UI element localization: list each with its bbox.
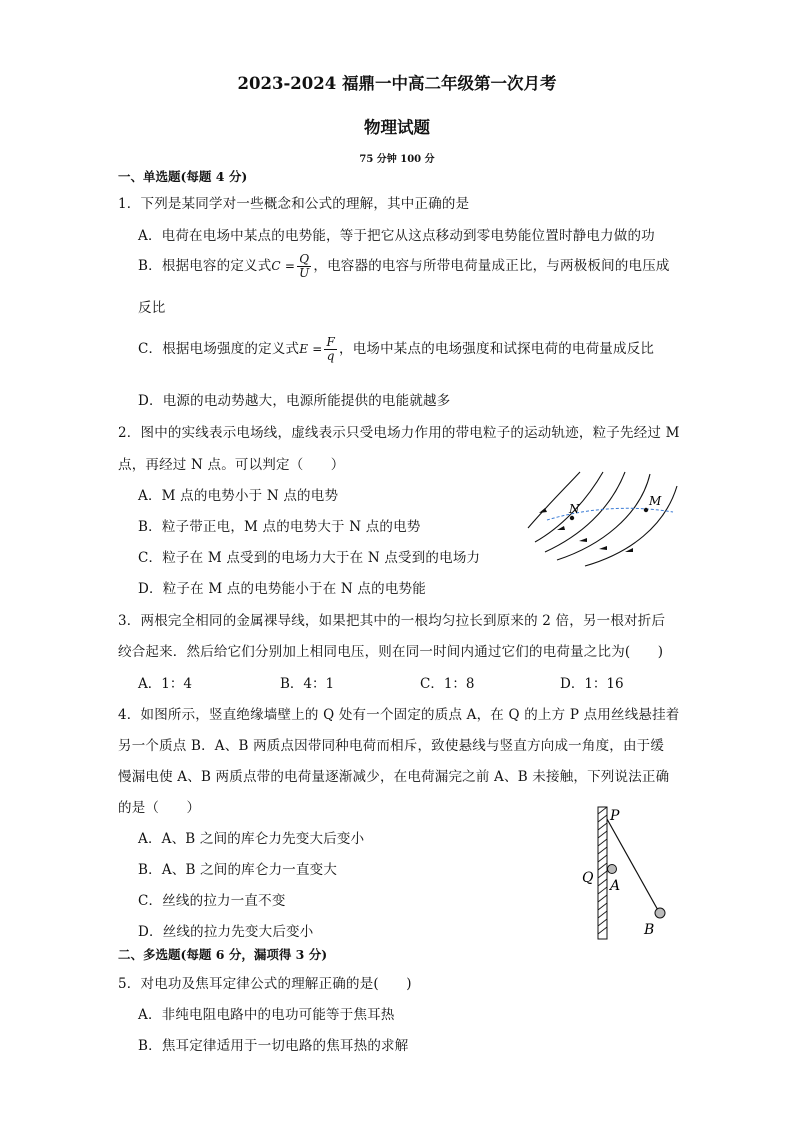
q1-b-numerator: Q	[297, 253, 311, 267]
subject-title: 物理试题	[364, 118, 430, 137]
q3-option-a: A．1：4	[138, 676, 192, 692]
point-m	[644, 508, 648, 512]
q1-c-numerator: F	[326, 335, 335, 349]
exam-meta: 75 分钟 100 分	[359, 154, 435, 165]
q1-b-denominator: U	[299, 266, 310, 280]
q3-stem-line1: 3．两根完全相同的金属裸导线，如果把其中的一根均匀拉长到原来的 2 倍，另一根对折后	[118, 613, 666, 629]
exam-title: 2023-2024 福鼎一中高二年级第一次月考	[237, 74, 557, 93]
q1-c-suffix: ，电场中某点的电场强度和试探电荷的电荷量成反比	[339, 341, 655, 357]
label-b: B	[644, 922, 655, 938]
q5-stem: 5．对电功及焦耳定律公式的理解正确的是( )	[118, 976, 412, 992]
q1-c-fraction	[324, 336, 337, 363]
q1-option-c	[138, 336, 654, 363]
q4-option-b: B．A、B 之间的库仑力一直变大	[138, 862, 338, 878]
q1-b-prefix: B．根据电容的定义式	[138, 258, 272, 274]
q1-c-prefix: C．根据电场强度的定义式	[138, 341, 300, 357]
section-single-choice: 一、单选题(每题 4 分)	[118, 169, 248, 184]
q3-option-b: B．4：1	[280, 676, 335, 692]
label-a: A	[610, 878, 621, 894]
arrow-2	[557, 526, 565, 530]
arrow-3	[579, 538, 587, 542]
label-p: P	[610, 808, 620, 824]
q4-option-c: C．丝线的拉力一直不变	[138, 893, 286, 909]
q1-option-b-continued: 反比	[138, 300, 166, 316]
charge-a	[608, 865, 617, 874]
q3-option-c: C．1：8	[420, 676, 475, 692]
q1-option-a: A．电荷在电场中某点的电势能，等于把它从这点移动到零电势能位置时静电力做的功	[138, 228, 655, 244]
q1-b-suffix: ，电容器的电容与所带电荷量成正比，与两极板间的电压成	[313, 258, 670, 274]
label-n: N	[569, 502, 580, 516]
q2-option-c: C．粒子在 M 点受到的电场力大于在 N 点受到的电场力	[138, 550, 481, 566]
q1-c-denominator: q	[326, 349, 335, 363]
q4-option-a: A．A、B 之间的库仑力先变大后变小	[138, 831, 365, 847]
q2-field-line-figure	[525, 468, 685, 568]
field-line-5	[585, 486, 677, 566]
arrow-4	[599, 546, 607, 550]
q4-stem-line1: 4．如图所示，竖直绝缘墙壁上的 Q 处有一个固定的质点 A，在 Q 的上方 P 点用丝线悬挂着	[118, 707, 680, 723]
q1-stem: 1．下列是某同学对一些概念和公式的理解，其中正确的是	[118, 196, 470, 212]
q3-option-d: D．1：16	[560, 676, 624, 692]
q4-option-d: D．丝线的拉力先变大后变小	[138, 924, 314, 940]
q4-stem-line2: 另一个质点 B．A、B 两质点因带同种电荷而相斥，致使悬线与竖直方向成一角度，由于缓	[118, 738, 665, 754]
q2-stem-line1: 2．图中的实线表示电场线，虚线表示只受电场力作用的带电粒子的运动轨迹，粒子先经过 M	[118, 425, 680, 441]
q2-option-a: A．M 点的电势小于 N 点的电势	[138, 488, 339, 504]
point-n	[570, 516, 574, 520]
q1-option-b	[138, 253, 670, 280]
q1-c-lhs: E =	[299, 342, 323, 356]
q2-option-b: B．粒子带正电，M 点的电势大于 N 点的电势	[138, 519, 421, 535]
q1-b-fraction	[297, 253, 311, 280]
q1-option-d: D．电源的电动势越大，电源所能提供的电能就越多	[138, 393, 451, 409]
q4-stem-line4: 的是（ ）	[118, 800, 201, 816]
q5-option-b: B．焦耳定律适用于一切电路的焦耳热的求解	[138, 1038, 409, 1054]
section-multi-choice: 二、多选题(每题 6 分，漏项得 3 分)	[118, 947, 328, 962]
q3-stem-line2: 绞合起来．然后给它们分别加上相同电压，则在同一时间内通过它们的电荷量之比为( )	[118, 644, 664, 660]
q2-option-d: D．粒子在 M 点的电势能小于在 N 点的电势能	[138, 581, 426, 597]
q4-stem-line3: 慢漏电使 A、B 两质点带的电荷量逐渐减少，在电荷漏完之前 A、B 未接触，下列说法正确	[118, 769, 670, 785]
label-m: M	[649, 494, 662, 508]
q4-wall-figure	[576, 802, 676, 942]
q1-b-lhs: C =	[271, 259, 296, 273]
label-q: Q	[582, 870, 594, 886]
q2-stem-line2: 点，再经过 N 点。可以判定（ ）	[118, 457, 345, 473]
charge-b	[655, 908, 665, 918]
q5-option-a: A．非纯电阻电路中的电功可能等于焦耳热	[138, 1007, 395, 1023]
